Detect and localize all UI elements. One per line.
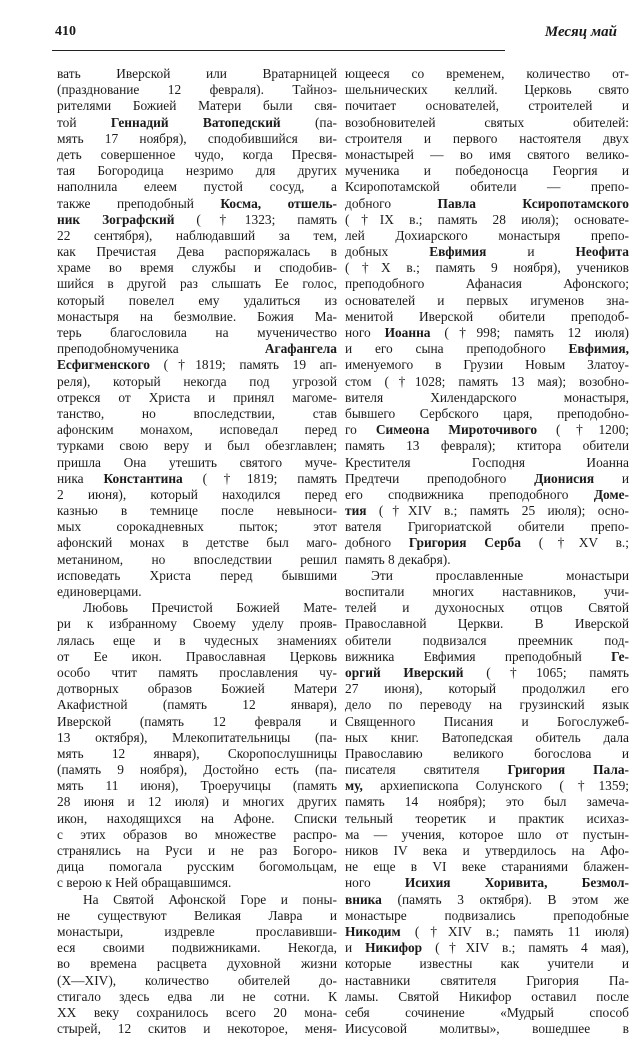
- bold-name: вника: [345, 891, 382, 907]
- bold-name: Неофита: [575, 244, 629, 260]
- bold-name: Евфимия,: [568, 341, 629, 357]
- text-run: (†IX в.; память 28 июля); основате-: [345, 211, 629, 227]
- text-line: [345, 892, 629, 908]
- text-run: единоверцами.: [57, 584, 142, 599]
- text-run: (†1819; память: [182, 470, 337, 486]
- text-line: [345, 293, 629, 309]
- bold-name: Ге-: [611, 648, 629, 664]
- bold-name: Григория Пала-: [507, 762, 629, 778]
- text-line: [345, 455, 629, 471]
- text-run: деть совершенное чудо, когда Пресвя-: [57, 146, 337, 162]
- text-line: [57, 341, 337, 357]
- text-line: [57, 714, 337, 730]
- text-run: почитает основателей, строителей и: [345, 98, 629, 114]
- text-line: [57, 600, 337, 616]
- text-run: (†XIV в.; память 25 июля); осно-: [366, 503, 629, 519]
- text-run: танство, но впоследствии, став: [57, 405, 337, 421]
- text-line: [345, 633, 629, 649]
- text-run: (†X в.; память 9 ноября), учеников: [345, 260, 629, 276]
- bold-name: Геннадий Ватопедский: [110, 114, 281, 130]
- text-run: основателей и первых игуменов зна-: [345, 292, 629, 308]
- text-line: [57, 487, 337, 503]
- bold-name: Косма, отшель-: [220, 195, 338, 211]
- text-line: [345, 859, 629, 875]
- text-run: ри к избранному Своему уделу прояв-: [57, 616, 337, 632]
- text-run: (па-: [280, 114, 337, 130]
- text-run: и: [486, 244, 576, 260]
- text-line: [345, 1021, 629, 1037]
- text-run: го: [345, 422, 376, 438]
- text-line: [345, 697, 629, 713]
- text-line: [57, 762, 337, 778]
- text-run: ламы. Святой Никифор оставил после: [345, 988, 629, 1004]
- text-line: [345, 681, 629, 697]
- text-run: (†XIV в.; память 4 мая),: [422, 940, 630, 956]
- text-run: (†1200;: [537, 422, 629, 438]
- text-line: [345, 746, 629, 762]
- text-line: [57, 260, 337, 276]
- text-run: себя сочинение «Мудрый способ: [345, 1004, 629, 1020]
- text-run: метанином, но впоследствии решил: [57, 551, 337, 567]
- text-line: [57, 843, 337, 859]
- text-line: [345, 956, 629, 972]
- text-line: [345, 827, 629, 843]
- text-line: [345, 163, 629, 179]
- text-run: мять 12 января), Скоропослушницы: [57, 745, 337, 761]
- bold-name: ник Зографский: [57, 211, 175, 227]
- text-run: телей и духоносных отцов Святой: [345, 600, 629, 616]
- text-run: и: [345, 940, 366, 956]
- text-line: [345, 260, 629, 276]
- bold-name: Исихия Хоривита, Безмол-: [404, 875, 629, 891]
- header-rule: [52, 50, 505, 51]
- text-run: монастыря на безмолвие. Божия Ма-: [57, 308, 337, 324]
- text-run: ников IV века и утвердилось на Афо-: [345, 843, 629, 858]
- text-run: Крестителя Господня Иоанна: [345, 454, 629, 470]
- text-line: [57, 697, 337, 713]
- text-line: [345, 406, 629, 422]
- text-line: [57, 633, 337, 649]
- text-line: [345, 438, 629, 454]
- text-line: [345, 503, 629, 519]
- text-run: шельнических келлий. Церковь свято: [345, 82, 629, 98]
- text-line: [57, 730, 337, 746]
- text-run: вителя Хилендарского монастыря,: [345, 389, 629, 405]
- text-line: [345, 66, 629, 82]
- text-line: [57, 535, 337, 551]
- text-line: [345, 811, 629, 827]
- bold-name: му,: [345, 778, 363, 794]
- text-run: также преподобный: [57, 195, 221, 211]
- text-line: [345, 843, 629, 859]
- text-line: [57, 390, 337, 406]
- right-column: [345, 66, 629, 1037]
- text-line: [345, 730, 629, 746]
- text-run: ющееся со временем, количество от-: [345, 66, 629, 81]
- text-run: (†1065; память: [463, 664, 629, 680]
- text-run: добных: [345, 244, 430, 260]
- text-run: бывшего Сербского царя, преподобно-: [345, 405, 629, 421]
- bold-name: Евфимия: [429, 244, 487, 260]
- text-line: [57, 357, 337, 373]
- text-run: монастырей — во имя святого велико-: [345, 146, 629, 162]
- text-run: возобновителей святых обителей:: [345, 114, 629, 130]
- text-line: [57, 616, 337, 632]
- text-run: той: [57, 114, 111, 130]
- text-run: мученика и победоносца Георгия и: [345, 163, 629, 179]
- text-line: [57, 131, 337, 147]
- text-line: [57, 778, 337, 794]
- text-run: (†998; память 12 июля): [430, 325, 629, 340]
- text-run: вижника Евфимия преподобный: [345, 648, 612, 664]
- text-run: ных книг. Ватопедская обитель дала: [345, 729, 629, 745]
- text-run: XX веку сохранилось всего 20 мона-: [57, 1004, 337, 1020]
- text-line: [345, 357, 629, 373]
- text-line: [57, 973, 337, 989]
- text-line: [345, 908, 629, 924]
- text-line: [345, 940, 629, 956]
- text-run: мять 11 июня), Троеручицы (память: [57, 778, 337, 794]
- text-line: [57, 1005, 337, 1021]
- text-line: [345, 584, 629, 600]
- text-line: [57, 374, 337, 390]
- text-run: Ксиропотамской обители — препо-: [345, 179, 629, 195]
- text-line: [345, 471, 629, 487]
- text-run: архиепископа Солунского (†1359;: [362, 778, 629, 794]
- text-line: [57, 940, 337, 956]
- text-line: [57, 455, 337, 471]
- text-line: [57, 811, 337, 827]
- text-run: храме во время службы и сподобив-: [57, 260, 337, 276]
- text-run: ника: [57, 470, 104, 486]
- text-line: [57, 681, 337, 697]
- text-line: [345, 649, 629, 665]
- text-run: во времена расцвета духовной жизни: [57, 956, 337, 972]
- text-run: не еще в VI веке стараниями блажен-: [345, 859, 629, 875]
- text-run: монастыре подвизались преподобные: [345, 907, 629, 923]
- text-line: [345, 147, 629, 163]
- text-line: [345, 778, 629, 794]
- text-run: как Пречистая Дева распоряжалась в: [57, 244, 337, 260]
- text-run: который повелел ему удалиться из: [57, 292, 337, 308]
- running-title: Месяц май: [544, 24, 617, 40]
- text-run: менитой Иверской обители преподоб-: [345, 308, 629, 324]
- text-run: ного: [345, 325, 385, 340]
- text-run: вать: [57, 66, 117, 81]
- text-line: [57, 746, 337, 762]
- text-run: исповедать Христа перед бывшими: [57, 567, 337, 583]
- bold-name: оргий Иверский: [345, 664, 464, 680]
- text-line: [345, 875, 629, 891]
- text-run: 2 июня), который находился перед: [57, 486, 337, 502]
- text-run: Православной Церкви. В Иверской: [345, 616, 629, 632]
- page-header: [55, 24, 617, 44]
- text-line: [345, 196, 629, 212]
- text-run: которые известны как учители и: [345, 956, 629, 972]
- text-run: от Ее икон. Православная Церковь: [57, 648, 337, 664]
- bold-name: Иоанна: [384, 325, 431, 340]
- text-run: (†XV в.;: [520, 535, 630, 551]
- text-line: [345, 98, 629, 114]
- text-run: На Святой Афонской Горе и поны-: [83, 891, 337, 907]
- text-run: с этих образов во множестве распро-: [57, 826, 337, 842]
- text-line: [57, 794, 337, 810]
- text-run: особо чтит память прославления чу-: [57, 664, 337, 680]
- text-run: монастыри, издревле прославивши-: [57, 923, 337, 939]
- text-line: [345, 390, 629, 406]
- text-line: [57, 989, 337, 1005]
- text-run: Иисусовой молитвы», вошедшее в: [345, 1021, 629, 1037]
- text-line: [345, 82, 629, 98]
- bold-name: Есфигменского: [57, 357, 150, 373]
- text-run: Иверской: [116, 66, 171, 81]
- text-line: [57, 892, 337, 908]
- text-line: [57, 325, 337, 341]
- text-run: еся своими подвижниками. Некогда,: [57, 940, 337, 956]
- text-line: [345, 665, 629, 681]
- text-run: наставники святителя Григория Па-: [345, 972, 629, 988]
- text-run: не существуют Великая Лавра и: [57, 907, 337, 923]
- text-line: [345, 276, 629, 292]
- text-line: [345, 179, 629, 195]
- text-run: добного: [345, 535, 409, 551]
- text-run: Предтечи преподобного: [345, 470, 535, 486]
- text-run: ма — учения, которое шло от пустын-: [345, 826, 629, 842]
- text-run: (†1323; память: [174, 211, 337, 227]
- text-line: [345, 487, 629, 503]
- text-line: [345, 616, 629, 632]
- text-run: пришла Она утешить святого муче-: [57, 454, 337, 470]
- text-run: дица помогала русским богомольцам,: [57, 859, 337, 875]
- text-run: лялась еще и в чудесных знамениях: [57, 632, 337, 648]
- bold-name: Григория Серба: [408, 535, 521, 551]
- bold-name: Никифор: [365, 940, 423, 956]
- text-line: [57, 584, 337, 600]
- text-run: дело по переводу на грузинский язык: [345, 697, 629, 713]
- text-run: Акафистной (память 12 января),: [57, 697, 337, 713]
- bold-name: тия: [345, 503, 367, 519]
- text-run: Священного Писания и Богослужеб-: [345, 713, 629, 729]
- text-run: и его сына преподобного: [345, 341, 569, 357]
- text-run: мять 17 ноября), сподобившийся ви-: [57, 130, 337, 146]
- text-line: [345, 1005, 629, 1021]
- page-number: 410: [55, 24, 76, 39]
- text-run: отрекся от Христа и принял магоме-: [57, 389, 337, 405]
- text-line: [345, 568, 629, 584]
- bold-name: Симеона Мироточивого: [375, 422, 538, 438]
- text-run: именуемого в Грузии Новым Златоу-: [345, 357, 629, 373]
- text-line: [57, 309, 337, 325]
- text-line: [57, 924, 337, 940]
- text-line: [57, 649, 337, 665]
- bold-name: Дионисия: [534, 470, 595, 486]
- text-run: 28 июня и 12 июля) и многих других: [57, 794, 337, 810]
- text-run: преподобномученика: [57, 341, 265, 357]
- text-line: [57, 293, 337, 309]
- text-run: 27 июня), который продолжил его: [345, 681, 629, 697]
- text-line: [345, 325, 629, 341]
- text-run: (†1819; память 19 ап-: [149, 357, 337, 373]
- text-line: [57, 552, 337, 568]
- text-line: [345, 989, 629, 1005]
- text-line: [57, 503, 337, 519]
- text-run: афонский монах в детстве был маго-: [57, 535, 337, 551]
- text-line: [57, 276, 337, 292]
- text-run: ного: [345, 875, 405, 891]
- text-line: [57, 179, 337, 195]
- text-run: Иверской (память 12 февраля и: [57, 713, 337, 729]
- text-run: с верою к Ней обращавшимся.: [57, 875, 232, 891]
- text-line: [57, 115, 337, 131]
- text-run: его сподвижника преподобного: [345, 486, 594, 502]
- text-run: казнью в темнице после невыноси-: [57, 503, 337, 519]
- text-line: [57, 568, 337, 584]
- text-line: [57, 196, 337, 212]
- text-run: добного: [345, 195, 438, 211]
- text-run: терь благословила на мученичество: [57, 325, 337, 340]
- text-line: [345, 244, 629, 260]
- text-run: стигало здесь едва ли не сотни. К: [57, 988, 337, 1004]
- bold-name: Никодим: [345, 923, 401, 939]
- text-line: [345, 519, 629, 535]
- text-line: [345, 552, 629, 568]
- text-run: (память 9 ноября), Достойно есть (па-: [57, 762, 337, 778]
- text-line: [345, 212, 629, 228]
- text-run: память 13 февраля); ктитора обители: [345, 438, 629, 454]
- text-line: [345, 228, 629, 244]
- left-column: [57, 66, 337, 1037]
- text-run: (†XIV в.; память 11 июля): [400, 923, 629, 939]
- text-line: [57, 66, 337, 82]
- text-line: [345, 535, 629, 551]
- text-run: икон, находящихся на Афоне. Списки: [57, 810, 337, 826]
- text-line: [345, 374, 629, 390]
- text-run: наполнила елеем пустой сосуд, а: [57, 179, 337, 195]
- text-line: [57, 228, 337, 244]
- text-line: [57, 665, 337, 681]
- text-line: [345, 973, 629, 989]
- text-line: [345, 422, 629, 438]
- text-run: афонским монахом, исповедал перед: [57, 422, 337, 438]
- text-line: [345, 714, 629, 730]
- text-run: Эти прославленные монастыри: [371, 567, 629, 583]
- text-line: [57, 471, 337, 487]
- text-line: [57, 422, 337, 438]
- text-run: обители подвизался преемник под-: [345, 632, 629, 648]
- text-run: дотворных образов Божией Матери: [57, 681, 337, 697]
- text-run: тая Богородица незримо для других: [57, 163, 337, 179]
- text-line: [345, 762, 629, 778]
- text-run: стырей, 12 скитов и некоторое, меня-: [57, 1021, 337, 1037]
- text-run: вателя Григориатской обители препо-: [345, 519, 629, 535]
- text-line: [345, 341, 629, 357]
- bold-name: Константина: [103, 470, 183, 486]
- text-line: [57, 147, 337, 163]
- bold-name: Агафангела: [264, 341, 337, 357]
- text-run: лей Дохиарского монастыря препо-: [345, 227, 629, 243]
- text-run: рителями Божией Матери были свя-: [57, 98, 337, 114]
- text-line: [57, 519, 337, 535]
- text-run: память 8 декабря).: [345, 551, 451, 567]
- text-line: [57, 859, 337, 875]
- text-run: преподобного Афанасия Афонского;: [345, 276, 629, 292]
- text-run: 13 октября), Млекопитательницы (па-: [57, 729, 337, 745]
- text-run: писателя святителя: [345, 762, 508, 778]
- text-line: [57, 1021, 337, 1037]
- text-run: строителя и первого настоятеля двух: [345, 130, 629, 146]
- text-line: [57, 163, 337, 179]
- text-run: память 14 ноября); это был замеча-: [345, 794, 629, 810]
- text-run: мых сорокадневных пыток; этот: [57, 519, 337, 535]
- text-line: [57, 98, 337, 114]
- text-line: [345, 131, 629, 147]
- text-line: [57, 406, 337, 422]
- text-run: воспитали многих наставников, учи-: [345, 584, 629, 599]
- text-line: [57, 212, 337, 228]
- text-run: и: [594, 470, 630, 486]
- text-run: Православию великого богослова и: [345, 745, 629, 761]
- text-run: шийся в другой раз слышать Ее голос,: [57, 276, 337, 292]
- text-run: 22 сентября), наблюдавший за тем,: [57, 227, 337, 243]
- text-line: [345, 600, 629, 616]
- bold-name: Доме-: [593, 486, 629, 502]
- text-run: Любовь Пречистой Божией Мате-: [83, 600, 337, 616]
- bold-name: Павла Ксиропотамского: [437, 195, 630, 211]
- text-run: (X—XIV), количество обителей до-: [57, 972, 337, 988]
- text-line: [57, 82, 337, 98]
- text-line: [57, 244, 337, 260]
- text-line: [345, 924, 629, 940]
- text-line: [345, 115, 629, 131]
- text-line: [57, 827, 337, 843]
- text-run: турками свою веру и был обезглавлен;: [57, 438, 337, 454]
- text-line: [345, 309, 629, 325]
- text-line: [57, 956, 337, 972]
- text-run: тельный теоретик и практик исихаз-: [345, 810, 629, 826]
- text-run: стом (†1028; память 13 мая); возобно-: [345, 373, 629, 389]
- text-run: реля), который некогда под угрозой: [57, 373, 337, 389]
- text-run: (празднование 12 февраля). Тайноз-: [57, 82, 337, 98]
- text-line: [57, 438, 337, 454]
- text-line: [345, 794, 629, 810]
- text-line: [57, 908, 337, 924]
- text-run: или Вратарницей: [170, 66, 337, 81]
- text-run: (память 3 октября). В этом же: [381, 891, 629, 907]
- text-run: странялись на Руси и не раз Богоро-: [57, 843, 337, 858]
- text-line: [57, 875, 337, 891]
